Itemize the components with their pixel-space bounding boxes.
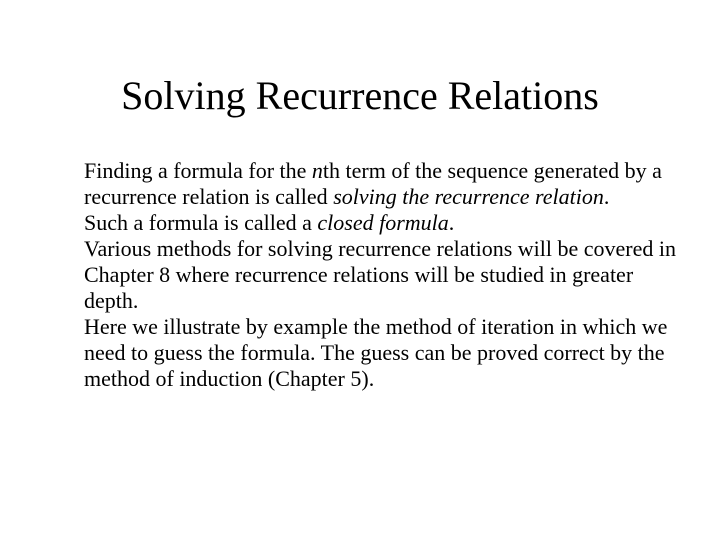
italic-text-run: n [311, 158, 323, 183]
text-run: . [448, 210, 455, 235]
italic-text-run: solving the recurrence relation [333, 184, 604, 209]
text-run: . [603, 184, 610, 209]
slide-body [84, 158, 684, 392]
body-paragraph [84, 236, 684, 314]
text-run: th term of the sequence generated by a recurrence relation is called [84, 158, 662, 209]
body-paragraph [84, 158, 684, 210]
text-run: Various methods for solving recurrence relations will be covered in Chapter 8 where recurrence relations will be studied in greater depth. [84, 236, 676, 313]
italic-text-run: closed formula [317, 210, 449, 235]
slide-title: Solving Recurrence Relations [121, 73, 599, 118]
body-paragraph [84, 210, 684, 236]
body-paragraph [84, 314, 684, 392]
text-run: Here we illustrate by example the method of iteration in which we need to guess the formula. The guess can be proved correct by the method of induction (Chapter 5). [84, 314, 668, 391]
text-run: Finding a formula for the [84, 158, 312, 183]
text-run: Such a formula is called a [84, 210, 318, 235]
